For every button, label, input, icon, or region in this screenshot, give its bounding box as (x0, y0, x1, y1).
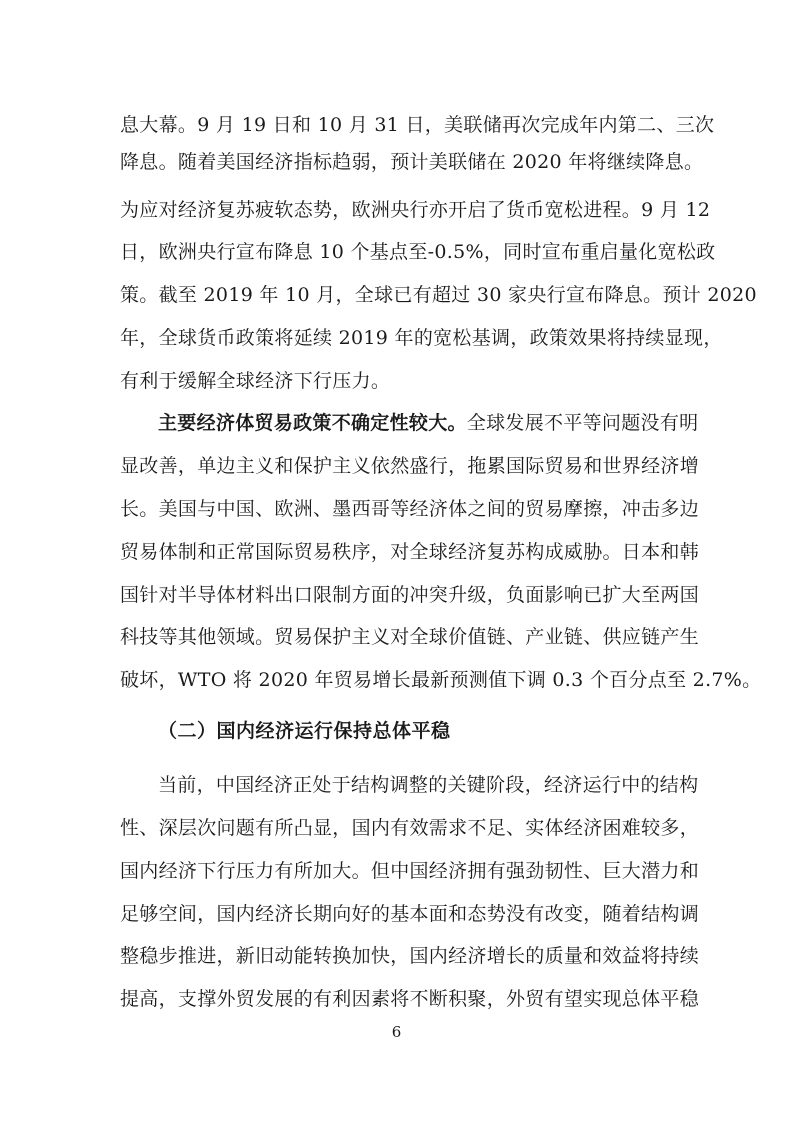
text-line-first (158, 408, 699, 438)
text-line: 日，欧洲央行宣布降息 10 个基点至-0.5%，同时宣布重启量化宽松政 (120, 241, 716, 263)
section-heading: （二）国内经济运行保持总体平稳 (158, 720, 451, 742)
text-line: 策。截至 2019 年 10 月，全球已有超过 30 家央行宣布降息。预计 2020 (120, 284, 757, 306)
text-line: 年，全球货币政策将延续 2019 年的宽松基调，政策效果将持续显现， (120, 327, 723, 349)
text-line: 降息。随着美国经济指标趋弱，预计美联储在 2020 年将继续降息。 (120, 151, 704, 173)
bold-lead-sentence: 主要经济体贸易政策不确定性较大。 (158, 412, 467, 434)
text-line: 国内经济下行压力有所加大。但中国经济拥有强劲韧性、巨大潜力和 (120, 860, 700, 882)
text-line-first: 当前，中国经济正处于结构调整的关键阶段，经济运行中的结构 (158, 774, 699, 796)
text-line: 国针对半导体材料出口限制方面的冲突升级，负面影响已扩大至两国 (120, 584, 700, 606)
text-line: 息大幕。9 月 19 日和 10 月 31 日，美联储再次完成年内第二、三次 (120, 114, 715, 136)
text-fragment: 全球发展不平等问题没有明 (466, 412, 699, 434)
text-line: 破坏，WTO 将 2020 年贸易增长最新预测值下调 0.3 个百分点至 2.7%。 (120, 669, 762, 691)
text-line: 提高，支撑外贸发展的有利因素将不断积聚，外贸有望实现总体平稳 (120, 988, 700, 1010)
text-line: 长。美国与中国、欧洲、墨西哥等经济体之间的贸易摩擦，冲击多边 (120, 498, 700, 520)
text-line: 有利于缓解全球经济下行压力。 (120, 370, 391, 392)
text-line: 性、深层次问题有所凸显，国内有效需求不足、实体经济困难较多， (120, 817, 700, 839)
text-line: 科技等其他领域。贸易保护主义对全球价值链、产业链、供应链产生 (120, 626, 700, 648)
text-line: 足够空间，国内经济长期向好的基本面和态势没有改变，随着结构调 (120, 903, 700, 925)
text-line: 整稳步推进，新旧动能转换加快，国内经济增长的质量和效益将持续 (120, 945, 700, 967)
text-line: 为应对经济复苏疲软态势，欧洲央行亦开启了货币宽松进程。9 月 12 (120, 199, 711, 221)
page-number: 6 (391, 1023, 402, 1041)
text-line: 显改善，单边主义和保护主义依然盛行，拖累国际贸易和世界经济增 (120, 455, 700, 477)
text-line: 贸易体制和正常国际贸易秩序，对全球经济复苏构成威胁。日本和韩 (120, 541, 700, 563)
